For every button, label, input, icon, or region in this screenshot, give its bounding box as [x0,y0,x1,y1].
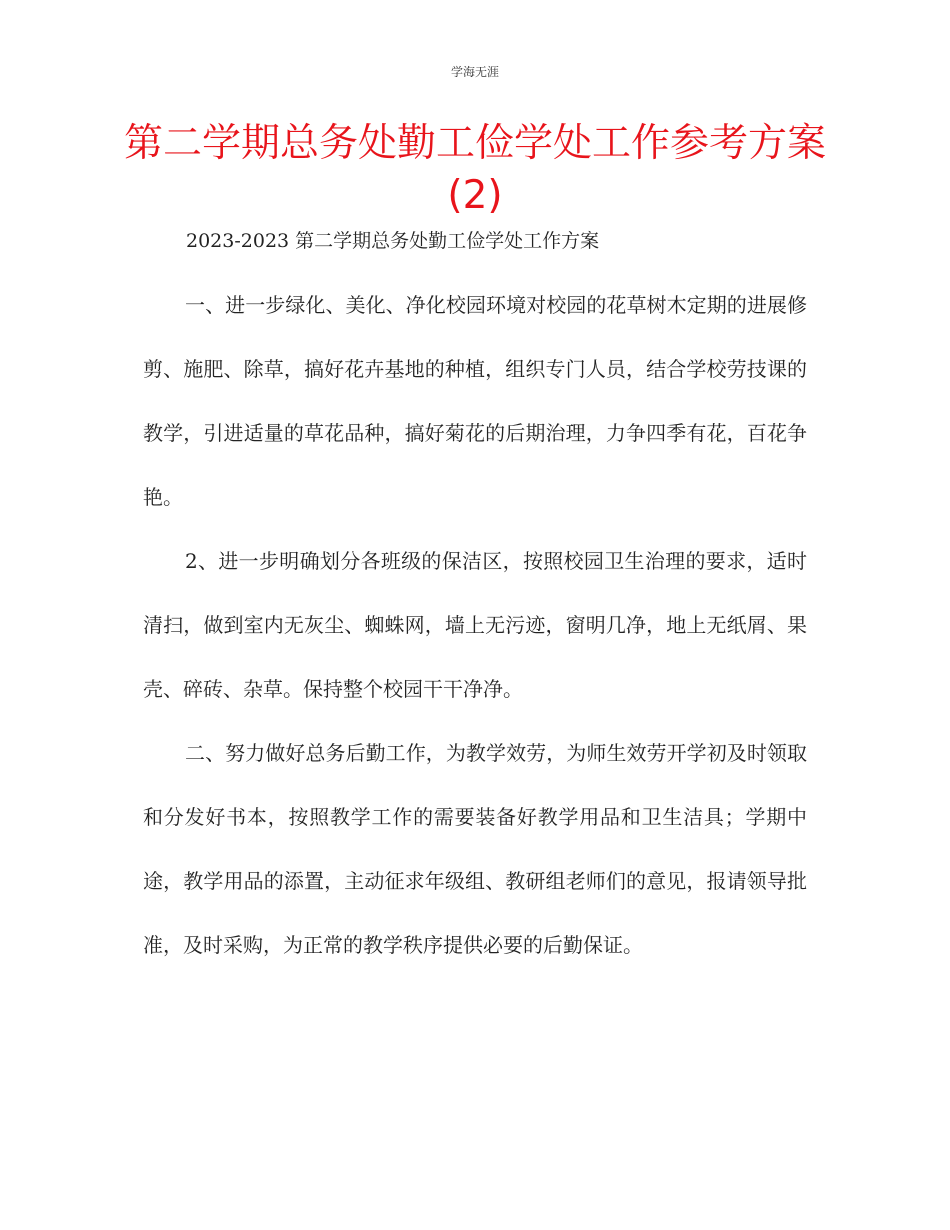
paragraph-greening: 一、进一步绿化、美化、净化校园环境对校园的花草树木定期的进展修剪、施肥、除草，搞好花卉基地的种植，组织专门人员，结合学校劳技课的教学，引进适量的草花品种，搞好菊花的后期治理，力争四季有花，百花争艳。 [143,293,807,509]
paragraph-cleaning: 2、进一步明确划分各班级的保洁区，按照校园卫生治理的要求，适时清扫，做到室内无灰尘、蜘蛛网，墙上无污迹，窗明几净，地上无纸屑、果壳、碎砖、杂草。保持整个校园干干净净。 [143,549,807,701]
document-subtitle: 2023-2023 第二学期总务处勤工俭学处工作方案 [186,230,600,252]
document-title: 第二学期总务处勤工俭学处工作参考方案(2) [123,121,826,218]
page-header: 学海无涯 [450,65,499,79]
paragraph-logistics: 二、努力做好总务后勤工作，为教学效劳，为师生效劳开学初及时领取和分发好书本，按照教学工作的需要装备好教学用品和卫生洁具；学期中途，教学用品的添置，主动征求年级组、教研组老师们的意见，报请领导批准，及时采购，为正常的教学秩序提供必要的后勤保证。 [143,741,807,957]
document-body [143,273,807,977]
